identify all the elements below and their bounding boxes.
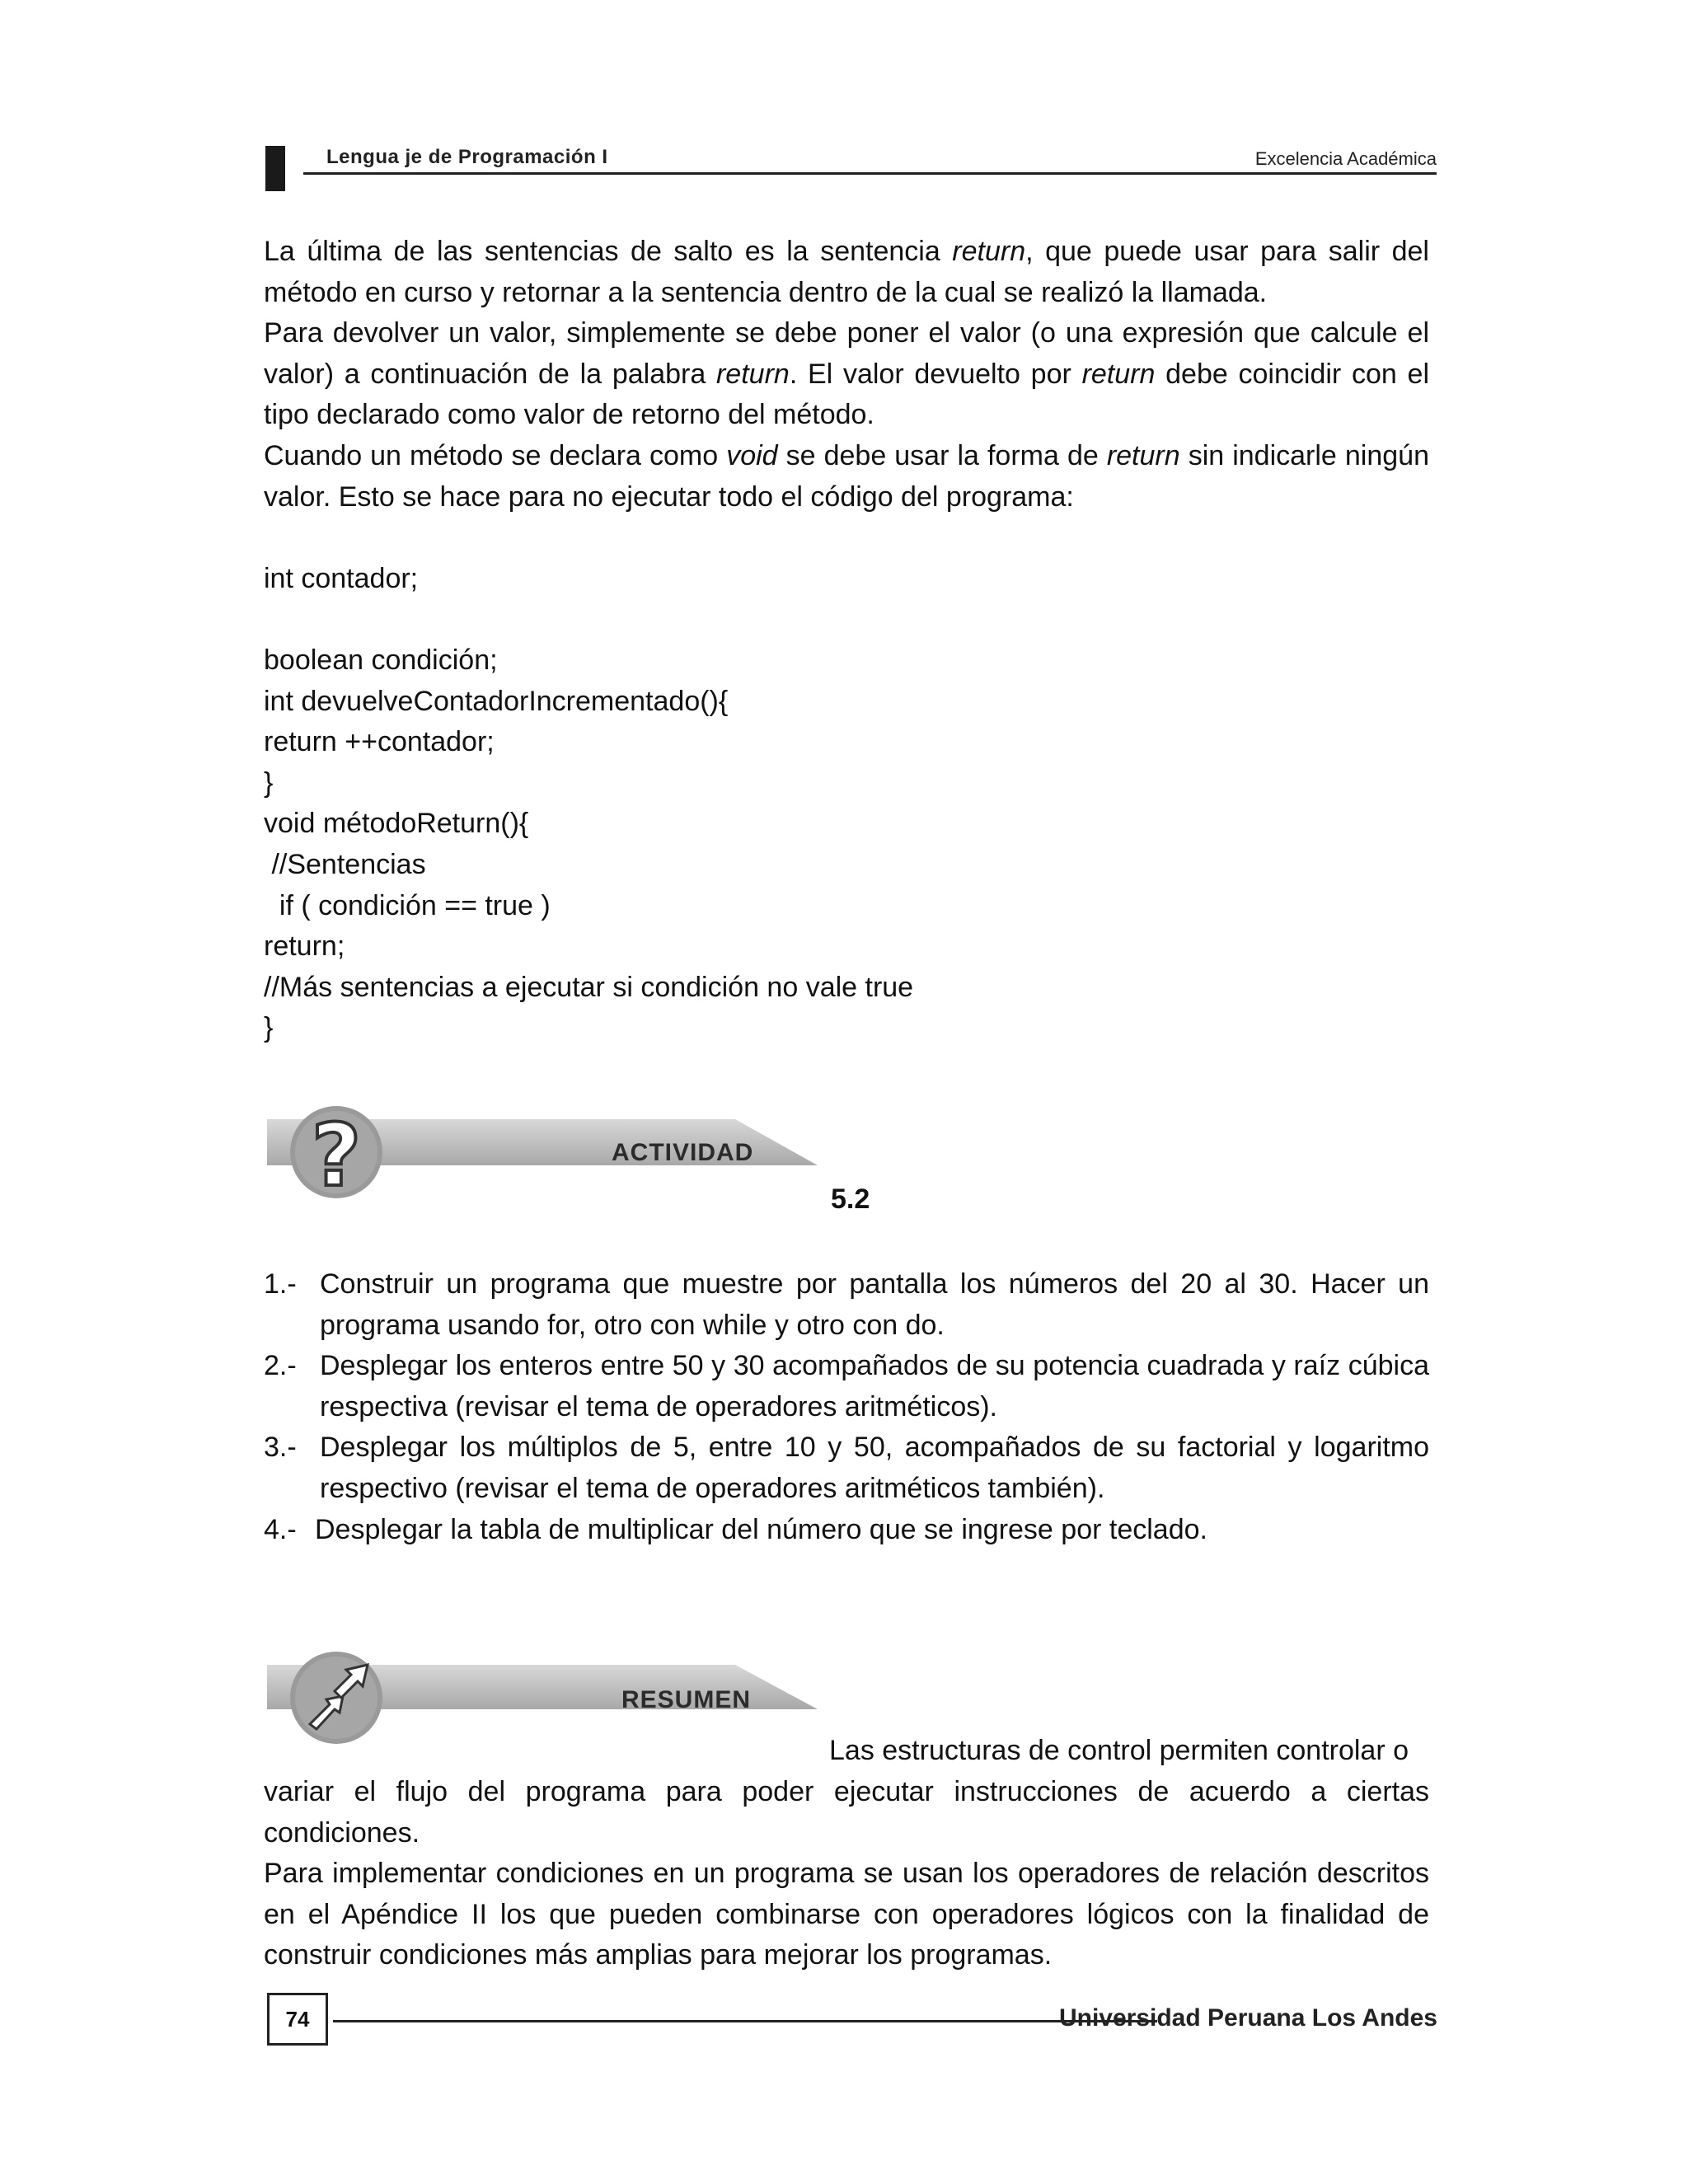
resumen-paragraph-1: variar el flujo del programa para poder ejecutar instrucciones de acuerdo a ciertas condiciones. — [264, 1776, 1429, 1849]
code-line: void métodoReturn(){ — [264, 808, 529, 840]
list-item: 3.- Desplegar los múltiplos de 5, entre 10 y 50, acompañados de su factorial y logaritmo respectivo (revisar el tema de operadores aritméticos también). — [264, 1432, 1429, 1504]
code-line: } — [264, 766, 274, 799]
code-line: return ++contador; — [264, 726, 495, 758]
header-title: Lengua je de Programación I — [326, 146, 608, 168]
actividad-label: ACTIVIDAD — [612, 1139, 754, 1166]
intro-text — [264, 232, 1429, 1049]
footer-rule — [333, 2020, 1157, 2022]
resumen-paragraph-2: Para implementar condiciones en un programa se usan los operadores de relación descritos en el Apéndice II los que pueden combinarse con operadores lógicos con la finalidad de construir condiciones más amplias para mejorar los programas. — [264, 1858, 1429, 1971]
actividad-banner — [267, 1101, 821, 1200]
code-line: //Más sentencias a ejecutar si condición no vale true — [264, 971, 914, 1003]
code-line: boolean condición; — [264, 644, 498, 676]
list-item: 4.- Desplegar la tabla de multiplicar del número que se ingrese por teclado. — [264, 1513, 1207, 1545]
code-line: //Sentencias — [264, 848, 426, 880]
resumen-banner — [267, 1645, 821, 1744]
list-item: 1.- Construir un programa que muestre por pantalla los números del 20 al 30. Hacer un programa usando for, otro con while y otro con do. — [264, 1268, 1429, 1341]
code-line: int devuelveContadorIncrementado(){ — [264, 685, 729, 717]
page-number: 74 — [267, 1993, 328, 2046]
page-footer — [267, 1993, 1437, 2050]
code-line: return; — [264, 930, 345, 963]
resumen-first-line: Las estructuras de control permiten controlar o — [829, 1735, 1409, 1766]
actividad-number: 5.2 — [831, 1183, 870, 1215]
page-header — [265, 144, 1437, 185]
code-block — [264, 559, 1429, 1049]
svg-text:?: ? — [311, 1108, 362, 1198]
header-right: Excelencia Académica — [1254, 148, 1437, 169]
intro-paragraph-2: Para devolver un valor, simplemente se debe poner el valor (o una expresión que calcule el valor) a continuación de la palabra return. El valor devuelto por return debe coincidir con el tipo declarado como valor de retorno del método. — [264, 317, 1429, 431]
question-mark-icon — [295, 1108, 377, 1198]
code-line: } — [264, 1012, 274, 1044]
footer-university: Universidad Peruana Los Andes — [1058, 2004, 1437, 2032]
header-mark — [265, 146, 285, 191]
resumen-label: RESUMEN — [621, 1686, 752, 1713]
arrows-icon — [287, 1653, 386, 1744]
intro-paragraph-1: La última de las sentencias de salto es la sentencia return, que puede usar para salir del método en curso y retornar a la sentencia dentro de la cual se realizó la llamada. — [264, 236, 1429, 308]
list-item: 2.- Desplegar los enteros entre 50 y 30 acompañados de su potencia cuadrada y raíz cúbica respectiva (revisar el tema de operadores aritméticos). — [264, 1350, 1429, 1422]
intro-paragraph-3: Cuando un método se declara como void se debe usar la forma de return sin indicarle ningún valor. Esto se hace para no ejecutar todo el código del programa: — [264, 439, 1429, 513]
resumen-text — [264, 1772, 1429, 1976]
header-rule — [303, 172, 1437, 175]
task-list — [264, 1264, 1429, 1550]
code-line: int contador; — [264, 562, 419, 594]
code-line: if ( condición == true ) — [264, 889, 551, 921]
